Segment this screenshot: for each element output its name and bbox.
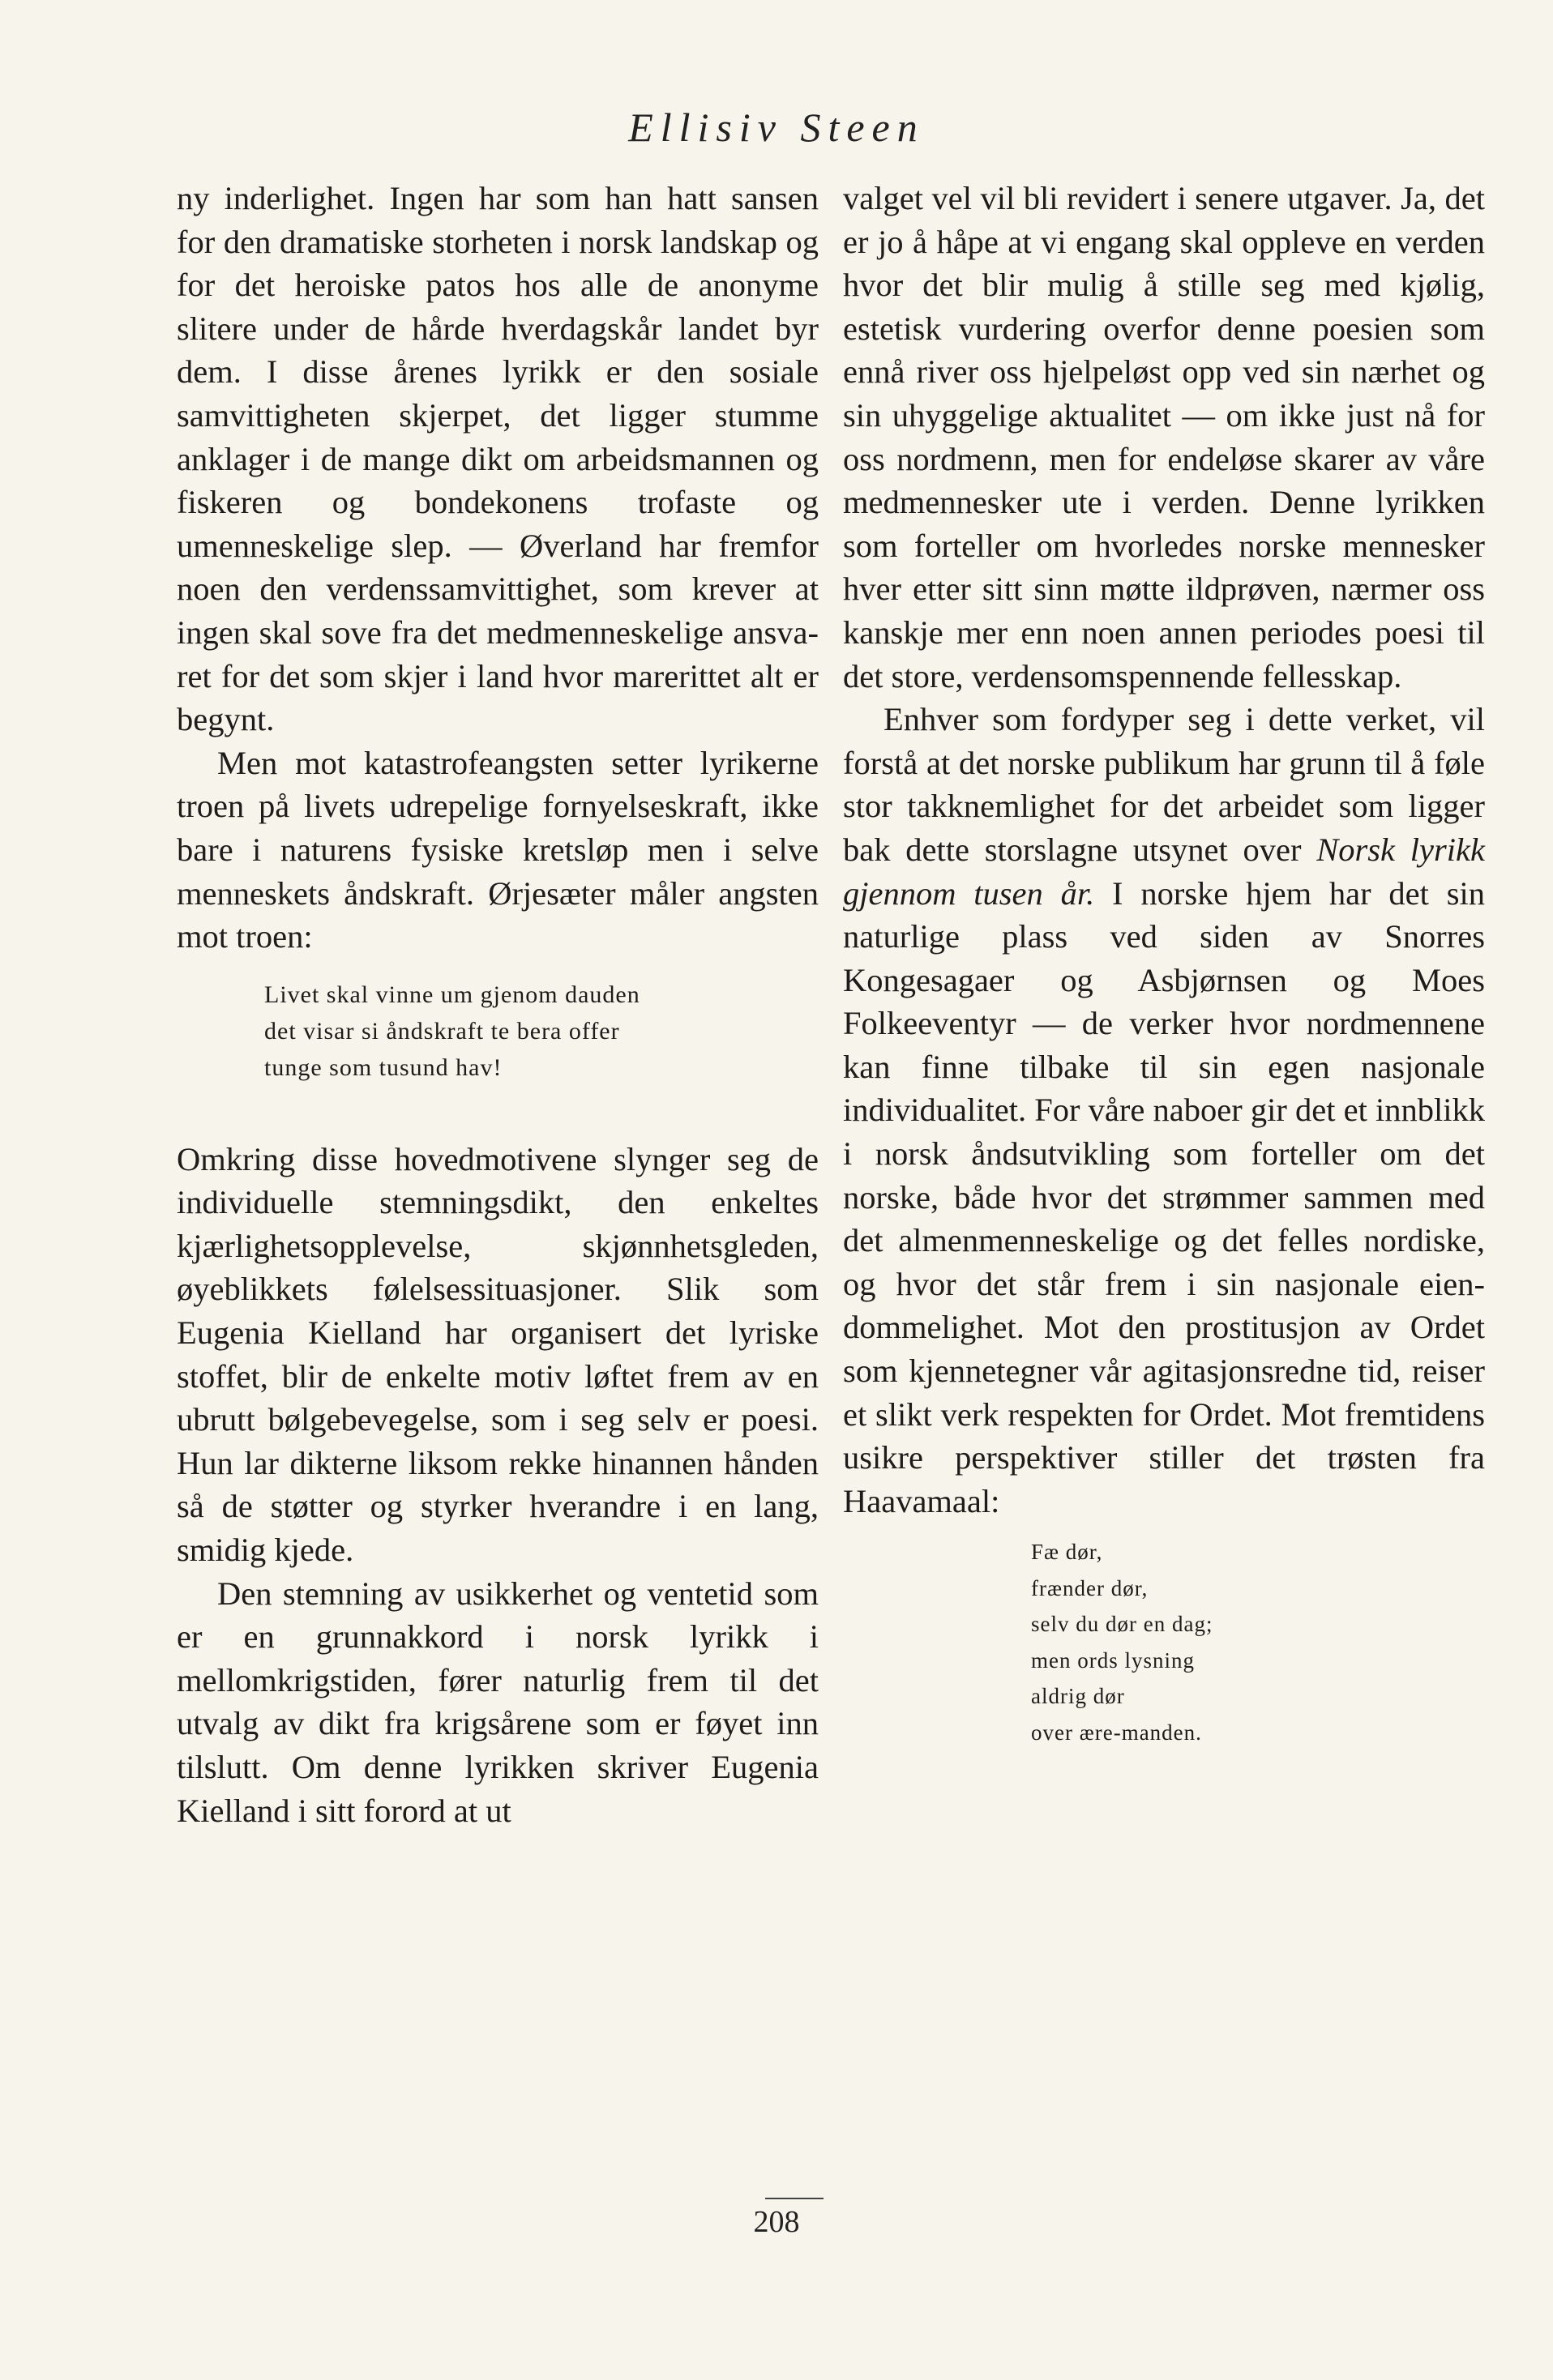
paragraph-text: Enhver som fordyper seg i dette verket, vil forstå at det norske publikum har grunn til å føle stor takknemlighet for det arbeidet som ligger bak dette storslagne utsynet over — [843, 701, 1485, 868]
verse-line: det visar si åndskraft te bera offer — [264, 1017, 620, 1045]
folio-rule — [765, 2198, 824, 2199]
verse-line: aldrig dør — [1031, 1684, 1125, 1709]
left-paragraph-3: Omkring disse hovedmotivene slynger seg de individuelle stemningsdikt, den enkeltes kjærlighetsopplevelse, skjønnhetsgleden, øyeblikkets følelsessituasjoner. Slik som Eugenia Kielland har organisert det lyriske stoffet, blir de enkelte motiv løftet frem av en ubrutt bølgebevegelse, som i seg selv er poesi. Hun lar dikterne liksom rekke hinannen hånden så de støtter og styrker hverandre i en lang, smidig kjede. — [177, 1140, 819, 1569]
right-paragraph-2 — [843, 698, 1485, 1523]
book-title: Norsk lyrikk gjennom tusen år. — [843, 831, 1485, 912]
verse-line: men ords lysning — [1031, 1647, 1195, 1673]
verse-line: selv du dør en dag; — [1031, 1612, 1213, 1637]
right-paragraph-1: valget vel vil bli revidert i senere utgaver. Ja, det er jo å håpe at vi engang skal oppleve en verden hvor det blir mulig å stille seg med kjølig, estetisk vurdering overfor denne poesien som ennå river oss hjelpeløst opp ved sin nærhet og sin uhyggelige aktualitet — om ikke just nå for oss nordmenn, men for endeløse skarer av våre medmennesker ute i verden. Denne lyrikken som forteller om hvorledes norske mennesker hver etter sitt sinn møtte ildprøven, nærmer oss kanskje mer enn noen annen periodes poesi til det store, verdensomspennende fellesskap. — [843, 180, 1485, 694]
running-title: Ellisiv Steen — [628, 105, 925, 150]
page-number: 208 — [753, 2205, 800, 2239]
right-column — [843, 177, 1485, 1750]
verse-quote-haavamaal — [1031, 1534, 1485, 1750]
verse-quote-orjesaeter — [264, 976, 819, 1086]
verse-line: Fæ dør, — [1031, 1540, 1103, 1565]
verse-line: tunge som tusund hav! — [264, 1053, 503, 1081]
verse-line: frænder dør, — [1031, 1575, 1149, 1600]
verse-line: over ære-manden. — [1031, 1720, 1202, 1745]
left-column — [177, 177, 819, 1832]
paragraph-text: I norske hjem har det sin naturlige plass ved siden av Snorres Kongesagaer og Asbjørnsen og Moes Folkeeventyr — de verker hvor nordmennene kan finne tilbake til sin egen nasjonale individualitet. For våre naboer gir det et innblikk i norsk åndsutvikling som forteller om det norske, både hvor det strømmer sammen med det almenmenneskelige og det felles nordiske, og hvor det står frem i sin nasjonale eiendommelighet. Mot den prostitusjon av Ordet som kjennetegner vår agitasjonsredne tid, reiser et slikt verk respekten for Ordet. Mot fremtidens usikre perspektiver stiller det trøsten fra Haavamaal: — [843, 874, 1485, 1519]
left-paragraph-4: Den stemning av usikkerhet og ventetid som er en grunnakkord i norsk lyrikk i mellomkrigstiden, fører naturlig frem til det utvalg av dikt fra krigsårene som er føyet inn tilslutt. Om denne lyrikken skriver Eugenia Kielland i sitt forord at ut — [177, 1575, 819, 1829]
verse-line: Livet skal vinne um gjenom dauden — [264, 981, 640, 1008]
left-paragraph-1: ny inderlighet. Ingen har som han hatt sansen for den dramatiske storheten i norsk landskap og for det heroiske patos hos alle de anonyme slitere under de hårde hverdagskår landet byr dem. I disse årenes lyrikk er den sosiale samvittigheten skjerpet, det ligger stumme anklager i de mange dikt om arbeidsmannen og fiskeren og bondekonens trofaste og umenneskelige slep. — Øverland har fremfor noen den verdenssamvittighet, som krever at ingen skal sove fra det medmenneskelige ansvaret for det som skjer i land hvor marerittet alt er begynt. — [177, 180, 819, 738]
left-paragraph-2: Men mot katastrofeangsten setter lyrikerne troen på livets udrepelige fornyelseskraft, ikke bare i naturens fysiske kretsløp men i selve menneskets åndskraft. Ørjesæter måler angsten mot troen: — [177, 744, 819, 955]
